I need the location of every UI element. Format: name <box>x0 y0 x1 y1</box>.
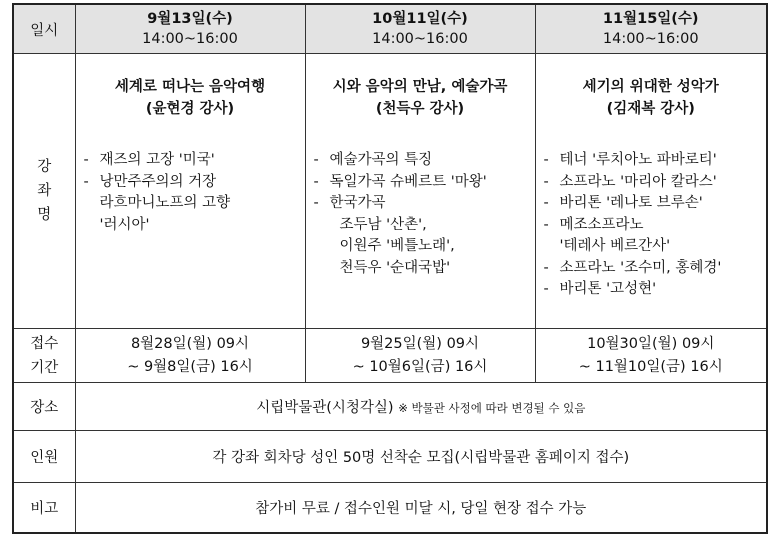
course-label-char-3: 명 <box>37 207 52 223</box>
session-3-course-cell <box>535 54 767 329</box>
period-label-line-1: 접수 <box>30 335 59 352</box>
session-2-date-cell <box>305 4 535 54</box>
session-3-date-cell <box>535 4 767 54</box>
period-label <box>13 329 75 383</box>
remarks-value: 참가비 무료 / 접수인원 미달 시, 당일 현장 접수 가능 <box>75 483 767 533</box>
people-value: 각 강좌 회차당 성인 50명 선착순 모집(시립박물관 홈페이지 접수) <box>75 431 767 483</box>
dash-marker: - <box>313 173 319 190</box>
list-item <box>312 172 529 194</box>
dash-marker: - <box>543 195 549 211</box>
session-1-course-cell <box>75 54 305 329</box>
dash-marker: - <box>543 281 549 297</box>
list-item-subline: 라흐마니노프의 고향 <box>99 195 231 211</box>
list-item-text: 바리톤 '레나토 브루손' <box>559 195 703 211</box>
list-item-text: 재즈의 고장 '미국' <box>99 152 215 168</box>
registration-period-row <box>13 329 767 383</box>
dash-marker: - <box>83 173 89 190</box>
dash-marker: - <box>543 216 549 233</box>
course-label-char-2: 좌 <box>37 183 52 199</box>
list-item <box>542 279 761 301</box>
list-item <box>542 215 761 258</box>
session-1-lecturer: (윤현경 강사) <box>145 101 235 117</box>
session-2-title: 시와 음악의 만남, 예술가곡 <box>332 79 508 95</box>
dash-marker: - <box>543 152 549 168</box>
session-1-period-end: ~ 9월8일(금) 16시 <box>127 358 253 375</box>
list-item <box>542 172 761 194</box>
remarks-label: 비고 <box>13 483 75 533</box>
session-2-lecturer: (천득우 강사) <box>375 101 465 117</box>
list-item <box>312 193 529 279</box>
place-row <box>13 383 767 431</box>
lecture-schedule-table-container <box>12 3 766 534</box>
session-3-date: 11월15일(수) <box>602 11 699 27</box>
list-item-text: 소프라노 '조수미, 홍혜경' <box>559 259 722 276</box>
list-item <box>542 258 761 280</box>
session-1-title: 세계로 떠나는 음악여행 <box>114 79 266 95</box>
remarks-row <box>13 483 767 533</box>
session-3-period-cell <box>535 329 767 383</box>
people-label: 인원 <box>13 431 75 483</box>
list-item-text: 테너 '루치아노 파바로티' <box>559 152 717 168</box>
course-label-char-1: 강 <box>37 159 52 175</box>
list-item-subline: '테레사 베르간사' <box>559 238 671 254</box>
list-item-text: 메조소프라노 <box>559 216 644 233</box>
session-1-topic-list <box>82 150 299 236</box>
session-2-time: 14:00~16:00 <box>372 31 468 47</box>
list-item <box>82 172 299 237</box>
session-1-time: 14:00~16:00 <box>142 31 238 47</box>
place-cell <box>75 383 767 431</box>
list-item-text: 예술가곡의 특징 <box>329 152 433 168</box>
list-item <box>542 150 761 172</box>
period-label-line-2: 기간 <box>30 359 59 376</box>
people-row <box>13 431 767 483</box>
list-item <box>542 193 761 215</box>
list-item-subline: '러시아' <box>99 216 150 233</box>
session-2-period-cell <box>305 329 535 383</box>
list-item-text: 한국가곡 <box>329 195 386 211</box>
dash-marker: - <box>83 152 89 168</box>
course-label <box>13 54 75 329</box>
session-3-time: 14:00~16:00 <box>602 31 699 47</box>
session-1-period-cell <box>75 329 305 383</box>
list-item-subline: 조두남 '산촌', <box>339 216 427 233</box>
session-3-topic-list <box>542 150 761 301</box>
lecture-schedule-table <box>12 3 768 534</box>
date-row <box>13 4 767 54</box>
list-item-text: 소프라노 '마리아 칼라스' <box>559 173 717 190</box>
session-1-period-start: 8월28일(월) 09시 <box>130 335 250 352</box>
place-note: ※ 박물관 사정에 따라 변경될 수 있음 <box>398 401 586 415</box>
session-2-course-cell <box>305 54 535 329</box>
dash-marker: - <box>313 195 319 211</box>
place-label: 장소 <box>13 383 75 431</box>
dash-marker: - <box>543 173 549 190</box>
list-item-text: 독일가곡 슈베르트 '마왕' <box>329 173 487 190</box>
session-1-date: 9월13일(수) <box>147 11 233 27</box>
dash-marker: - <box>313 152 319 168</box>
session-2-topic-list <box>312 150 529 279</box>
list-item <box>312 150 529 172</box>
session-3-title: 세기의 위대한 성악가 <box>582 79 719 95</box>
list-item <box>82 150 299 172</box>
list-item-text: 바리톤 '고성현' <box>559 281 657 297</box>
list-item-text: 낭만주주의의 거장 <box>99 173 217 190</box>
course-row <box>13 54 767 329</box>
dash-marker: - <box>543 259 549 276</box>
session-1-date-cell <box>75 4 305 54</box>
session-3-period-start: 10월30일(월) 09시 <box>587 335 715 352</box>
session-3-lecturer: (김재복 강사) <box>606 101 695 117</box>
session-3-period-end: ~ 11월10일(금) 16시 <box>578 358 723 375</box>
place-value: 시립박물관(시청각실) <box>256 400 394 416</box>
list-item-subline: 천득우 '순대국밥' <box>339 259 451 276</box>
session-2-period-end: ~ 10월6일(금) 16시 <box>352 358 488 375</box>
date-label: 일시 <box>13 4 75 54</box>
session-2-date: 10월11일(수) <box>372 11 468 27</box>
session-2-period-start: 9월25일(월) 09시 <box>360 335 480 352</box>
list-item-subline: 이원주 '베틀노래', <box>339 238 455 254</box>
